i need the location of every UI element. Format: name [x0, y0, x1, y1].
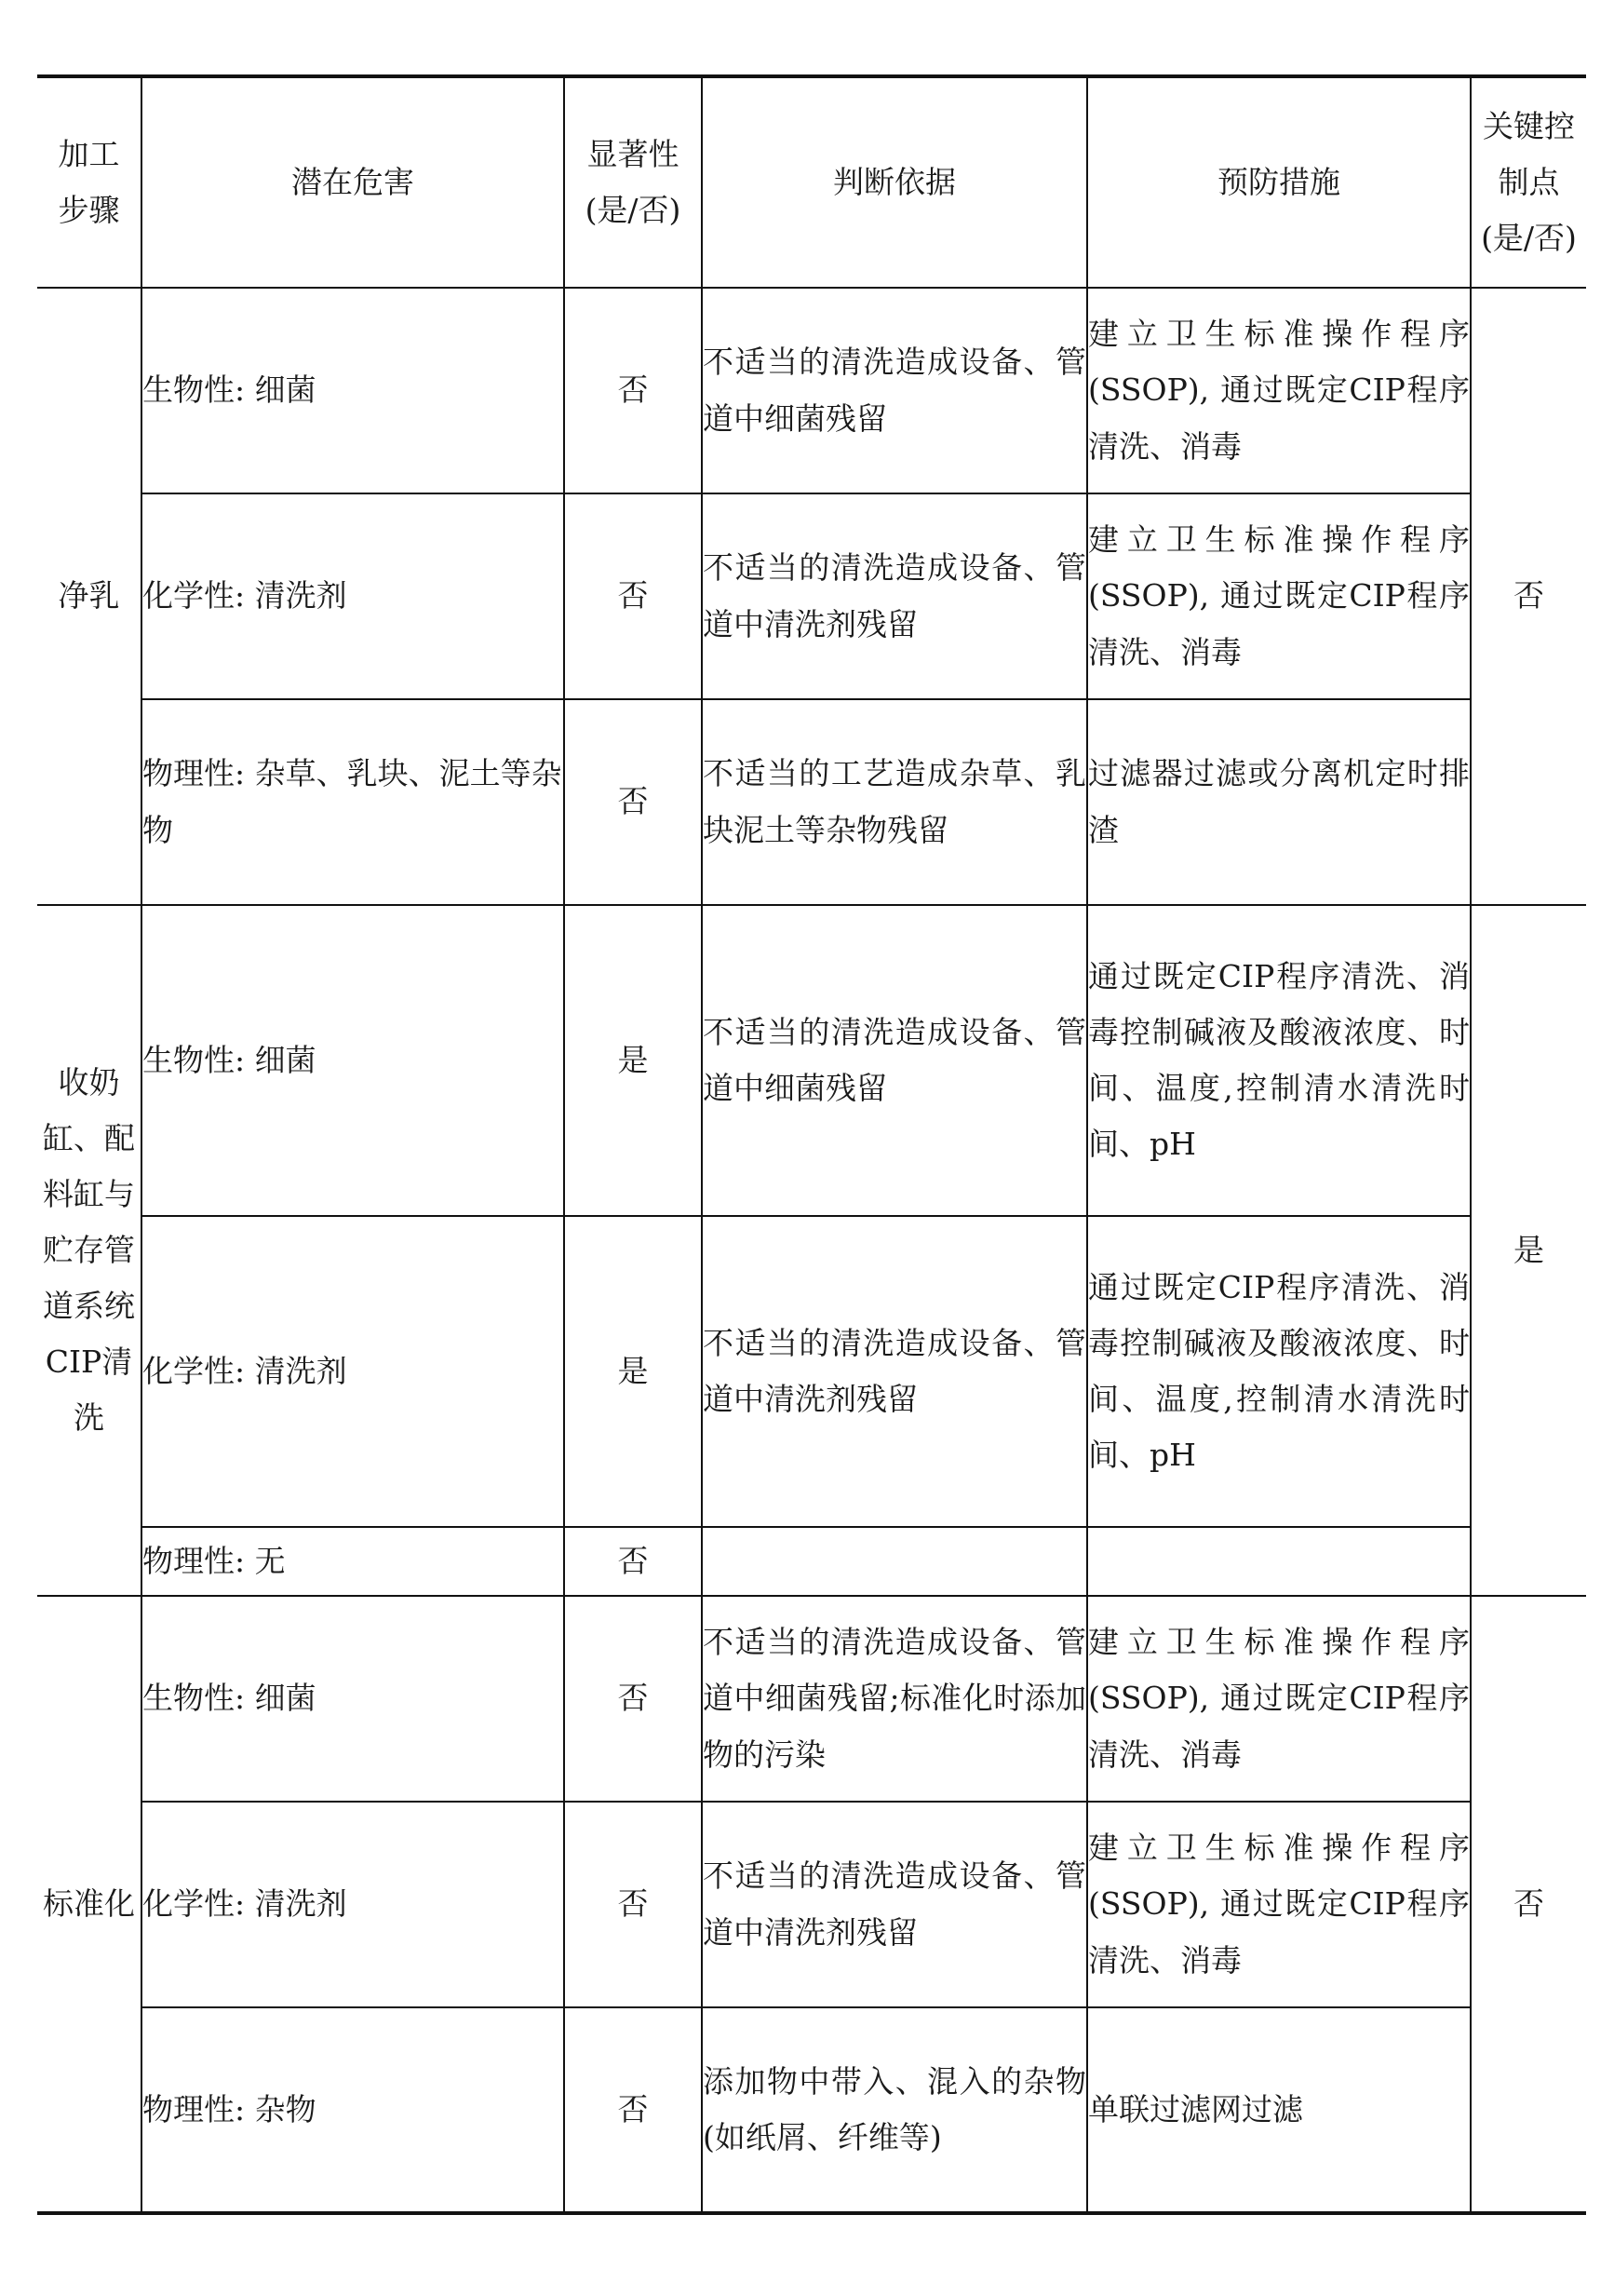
hazard-cell: 物理性: 杂草、乳块、泥土等杂物	[141, 699, 564, 905]
significance-cell: 是	[564, 905, 702, 1216]
significance-cell: 否	[564, 1802, 702, 2007]
basis-cell: 不适当的清洗造成设备、管道中清洗剂残留	[702, 1216, 1087, 1527]
measures-cell: 通过既定CIP程序清洗、消毒控制碱液及酸液浓度、时间、温度,控制清水清洗时间、pH	[1087, 1216, 1471, 1527]
group-clarification	[37, 288, 1586, 905]
header-ccp: 关键控制点(是/否)	[1471, 76, 1586, 288]
measures-cell: 建立卫生标准操作程序(SSOP), 通过既定CIP程序清洗、消毒	[1087, 288, 1471, 493]
measures-cell: 建立卫生标准操作程序(SSOP), 通过既定CIP程序清洗、消毒	[1087, 493, 1471, 699]
hazard-cell: 生物性: 细菌	[141, 288, 564, 493]
significance-cell: 否	[564, 2007, 702, 2213]
header-hazard: 潜在危害	[141, 76, 564, 288]
table-row	[37, 1527, 1586, 1596]
significance-cell: 否	[564, 1596, 702, 1802]
header-step: 加工步骤	[37, 76, 141, 288]
group-cip-cleaning	[37, 905, 1586, 1596]
basis-cell	[702, 1527, 1087, 1596]
basis-cell: 不适当的清洗造成设备、管道中细菌残留	[702, 905, 1087, 1216]
basis-cell: 添加物中带入、混入的杂物(如纸屑、纤维等)	[702, 2007, 1087, 2213]
hazard-cell: 生物性: 细菌	[141, 1596, 564, 1802]
hazard-cell: 化学性: 清洗剂	[141, 1216, 564, 1527]
measures-cell: 建立卫生标准操作程序(SSOP), 通过既定CIP程序清洗、消毒	[1087, 1596, 1471, 1802]
basis-cell: 不适当的工艺造成杂草、乳块泥土等杂物残留	[702, 699, 1087, 905]
header-basis: 判断依据	[702, 76, 1087, 288]
significance-cell: 否	[564, 699, 702, 905]
step-cell: 净乳	[37, 288, 141, 905]
measures-cell: 过滤器过滤或分离机定时排渣	[1087, 699, 1471, 905]
ccp-cell: 是	[1471, 905, 1586, 1596]
step-cell: 收奶缸、配料缸与贮存管道系统CIP清洗	[37, 905, 141, 1596]
significance-cell: 否	[564, 288, 702, 493]
header-significance: 显著性(是/否)	[564, 76, 702, 288]
significance-cell: 是	[564, 1216, 702, 1527]
significance-cell: 否	[564, 493, 702, 699]
hazard-cell: 化学性: 清洗剂	[141, 1802, 564, 2007]
hazard-cell: 生物性: 细菌	[141, 905, 564, 1216]
table-row	[37, 2007, 1586, 2213]
step-cell: 标准化	[37, 1596, 141, 2213]
table-row	[37, 1802, 1586, 2007]
table-row	[37, 1596, 1586, 1802]
table-row	[37, 493, 1586, 699]
basis-cell: 不适当的清洗造成设备、管道中清洗剂残留	[702, 1802, 1087, 2007]
measures-cell: 单联过滤网过滤	[1087, 2007, 1471, 2213]
header-measures: 预防措施	[1087, 76, 1471, 288]
basis-cell: 不适当的清洗造成设备、管道中细菌残留;标准化时添加物的污染	[702, 1596, 1087, 1802]
group-standardization	[37, 1596, 1586, 2213]
table-row	[37, 905, 1586, 1216]
table-row	[37, 699, 1586, 905]
hazard-cell: 化学性: 清洗剂	[141, 493, 564, 699]
hazard-cell: 物理性: 杂物	[141, 2007, 564, 2213]
measures-cell: 建立卫生标准操作程序(SSOP), 通过既定CIP程序清洗、消毒	[1087, 1802, 1471, 2007]
header-row	[37, 76, 1586, 288]
significance-cell: 否	[564, 1527, 702, 1596]
ccp-cell: 否	[1471, 1596, 1586, 2213]
table-row	[37, 288, 1586, 493]
hazard-cell: 物理性: 无	[141, 1527, 564, 1596]
measures-cell: 通过既定CIP程序清洗、消毒控制碱液及酸液浓度、时间、温度,控制清水清洗时间、pH	[1087, 905, 1471, 1216]
measures-cell	[1087, 1527, 1471, 1596]
basis-cell: 不适当的清洗造成设备、管道中细菌残留	[702, 288, 1087, 493]
basis-cell: 不适当的清洗造成设备、管道中清洗剂残留	[702, 493, 1087, 699]
table-row	[37, 1216, 1586, 1527]
ccp-cell: 否	[1471, 288, 1586, 905]
haccp-hazard-table	[37, 74, 1586, 2215]
